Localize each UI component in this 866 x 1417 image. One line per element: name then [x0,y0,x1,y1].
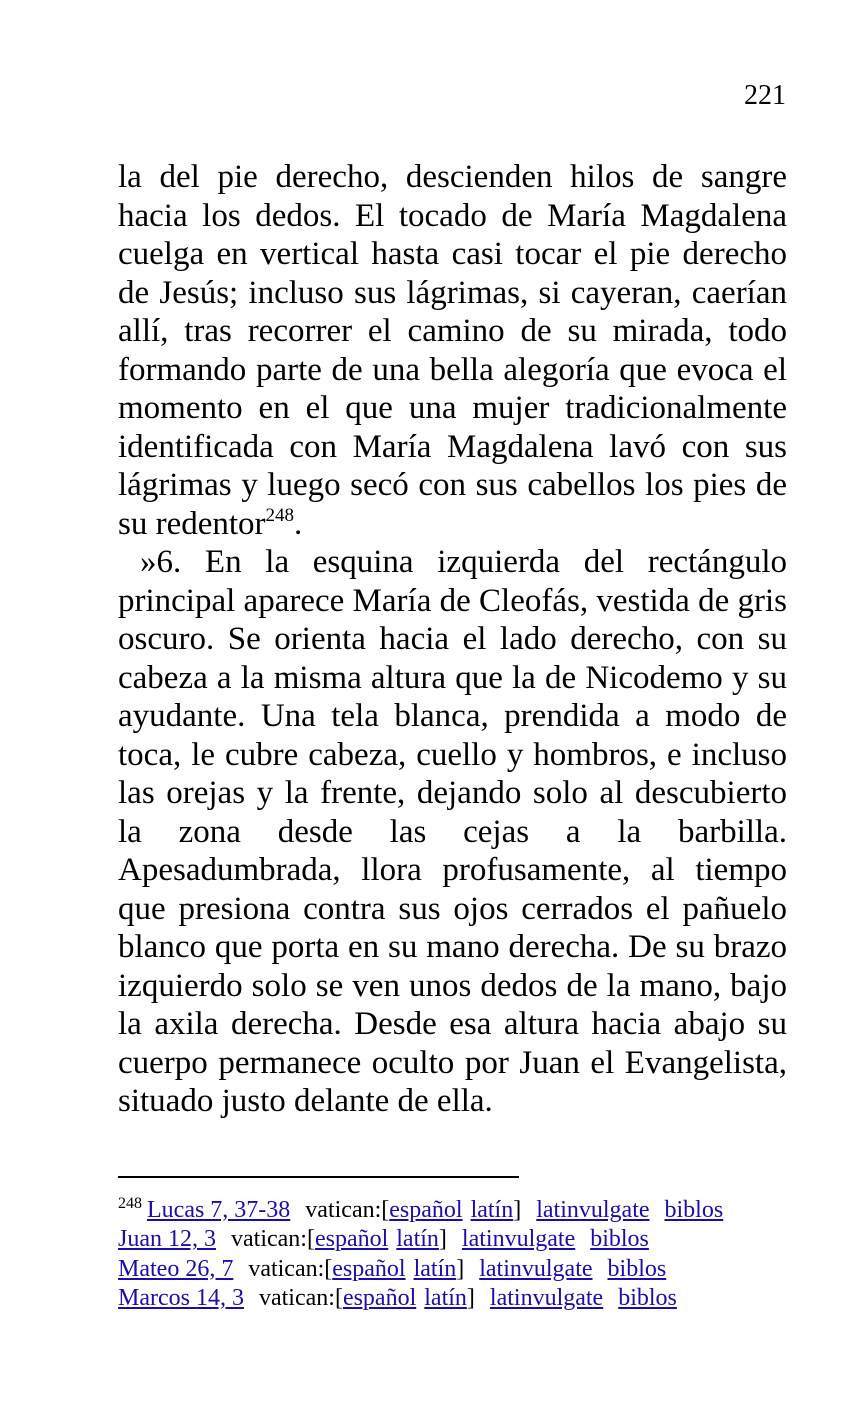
latinvulgate-link[interactable]: latinvulgate [461,1226,576,1253]
paragraph [118,543,787,1121]
vatican-prefix: vatican:[ [248,1255,333,1282]
latinvulgate-link[interactable]: latinvulgate [489,1284,604,1311]
vatican-close: ] [438,1226,447,1253]
vatican-spanish-link[interactable]: español [389,1197,463,1223]
vatican-latin-link[interactable]: latín [413,1255,457,1282]
vatican-prefix: vatican:[ [258,1284,343,1311]
vatican-close: ] [513,1197,522,1223]
paragraph [118,158,787,543]
vatican-latin-link[interactable]: latín [470,1197,514,1223]
footnote-line [118,1255,818,1284]
paragraph-text: la del pie derecho, descienden hilos de sangre hacia los dedos. El tocado de María Magdalena cuelga en vertical hasta casi tocar el pie derecho de Jesús; incluso sus lágrimas, si cayeran, caerían allí, tras recorrer el camino de su mirada, todo formando parte de una bella alegoría que evoca el momento en el que una mujer tradicionalmente identificada con María Magdalena lavó con sus lágrimas y luego secó con sus cabellos los pies de su redentor [118,159,787,542]
paragraph-tail: . [294,505,303,542]
footnote-line [118,1196,818,1225]
vatican-latin-link[interactable]: latín [396,1226,439,1253]
bible-ref-link[interactable]: Juan 12, 3 [118,1226,216,1253]
biblos-link[interactable]: biblos [590,1226,649,1253]
vatican-spanish-link[interactable]: español [314,1226,389,1253]
bible-ref-link[interactable]: Mateo 26, 7 [118,1255,234,1282]
vatican-latin-link[interactable]: latín [424,1284,467,1311]
vatican-prefix: vatican:[ [231,1226,315,1253]
footnote-number: 248 [118,1195,142,1212]
footnotes [118,1196,818,1313]
footnote-divider [118,1176,519,1178]
biblos-link[interactable]: biblos [607,1255,667,1282]
paragraph-text: »6. En la esquina izquierda del rectángulo principal aparece María de Cleofás, vestida de gris oscuro. Se orienta hacia el lado derecho, con su cabeza a la misma altura que la de Nicodemo y su ayudante. Una tela blanca, prendida a modo de toca, le cubre cabeza, cuello y hombros, e incluso las orejas y la frente, dejando solo al descubierto la zona desde las cejas a la barbilla. Apesadumbrada, llora profusamente, al tiempo que presiona contra sus ojos cerrados el pañuelo blanco que porta en su mano derecha. De su brazo izquierdo solo se ven unos dedos de la mano, bajo la axila derecha. Desde esa altura hacia abajo su cuerpo permanece oculto por Juan el Evangelista, situado justo delante de ella. [118,544,787,1119]
footnote-reference[interactable]: 248 [265,504,295,526]
bible-ref-link[interactable]: Marcos 14, 3 [118,1284,244,1311]
vatican-prefix: vatican:[ [305,1197,390,1223]
footnote-line [118,1284,818,1313]
latinvulgate-link[interactable]: latinvulgate [479,1255,593,1282]
latinvulgate-link[interactable]: latinvulgate [536,1197,650,1223]
body-text [118,158,787,1121]
vatican-close: ] [466,1284,475,1311]
footnote-line [118,1225,818,1254]
vatican-close: ] [456,1255,465,1282]
biblos-link[interactable]: biblos [618,1284,677,1311]
page-number: 221 [744,80,786,111]
vatican-spanish-link[interactable]: español [342,1284,417,1311]
vatican-spanish-link[interactable]: español [332,1255,406,1282]
bible-ref-link[interactable]: Lucas 7, 37-38 [147,1197,291,1223]
biblos-link[interactable]: biblos [664,1197,724,1223]
